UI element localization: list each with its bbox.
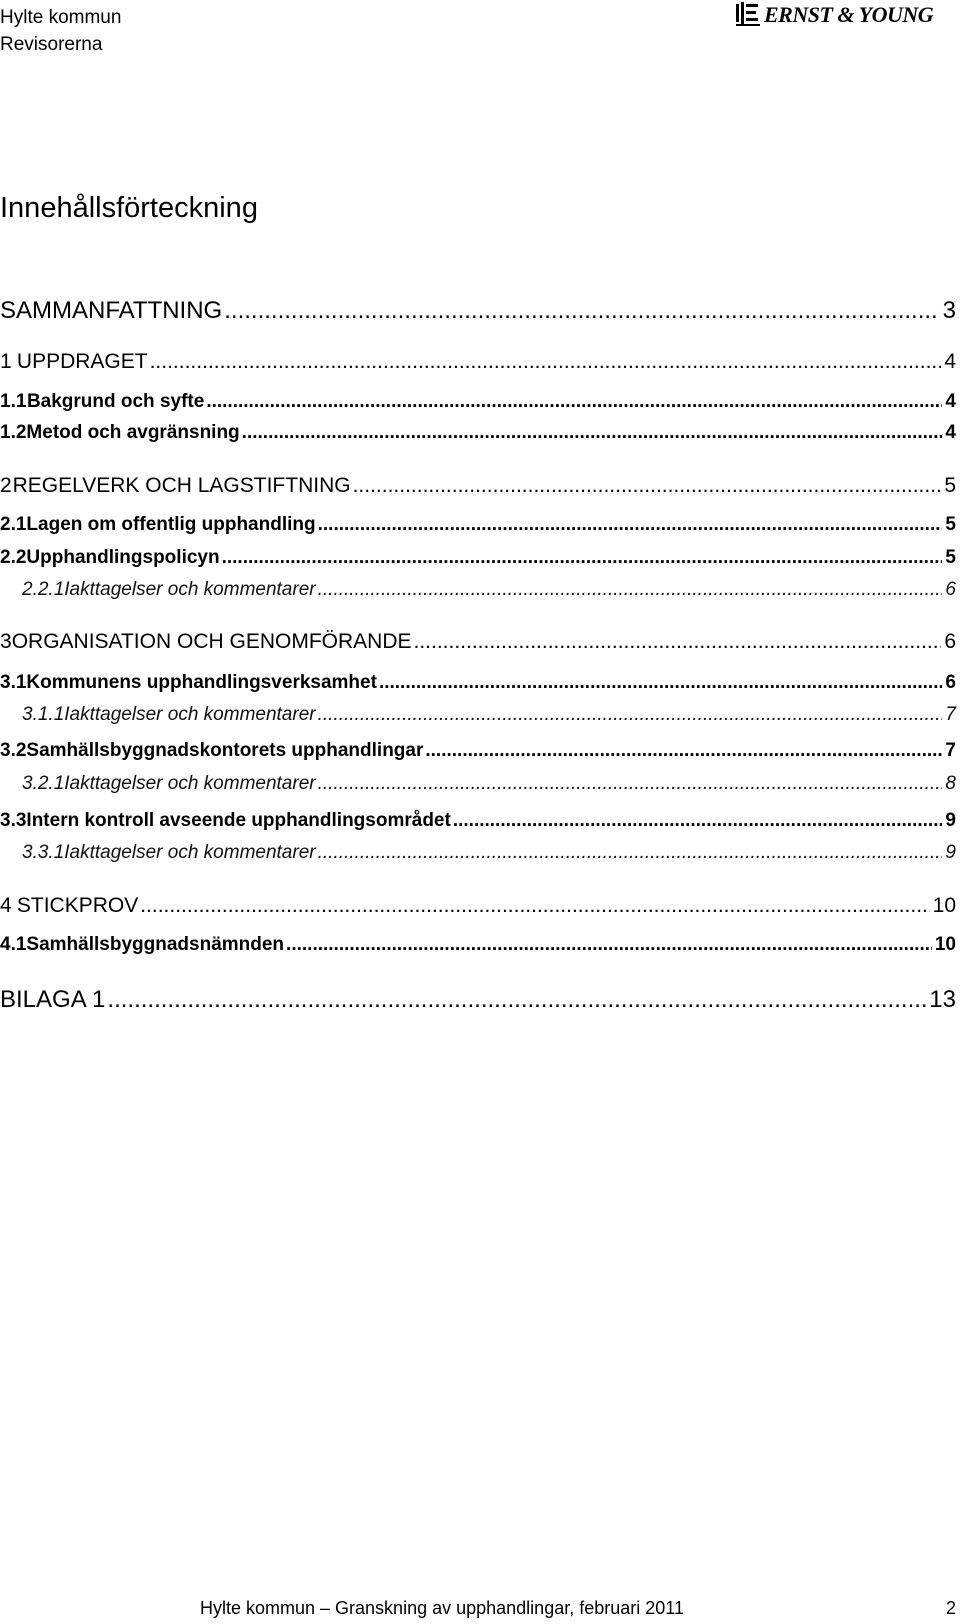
toc-dot-leader bbox=[206, 389, 942, 415]
toc-entry-page: 6 bbox=[945, 672, 956, 693]
footer-page-number: 2 bbox=[945, 1598, 956, 1618]
toc-entry-title: Samhällsbyggnadsnämnden bbox=[26, 934, 285, 955]
toc-entry-title: Iakttagelser och kommentarer bbox=[64, 704, 316, 725]
toc-dot-leader bbox=[453, 808, 943, 834]
ernst-young-logo bbox=[736, 0, 950, 30]
toc-entry[interactable] bbox=[0, 512, 956, 538]
toc-dot-leader bbox=[318, 840, 943, 866]
toc-entry[interactable] bbox=[22, 702, 956, 728]
toc-entry-page: 10 bbox=[934, 934, 956, 955]
toc-entry-page: 7 bbox=[945, 740, 956, 761]
toc-entry-page: 5 bbox=[945, 514, 956, 535]
toc-entry-title: Iakttagelser och kommentarer bbox=[64, 579, 316, 600]
toc-entry[interactable] bbox=[0, 348, 956, 376]
toc-entry-page: 5 bbox=[945, 547, 956, 568]
toc-entry-title: Intern kontroll avseende upphandlingsområdet bbox=[26, 810, 451, 831]
logo-wordmark: ERNST & YOUNG bbox=[764, 2, 934, 27]
toc-dot-leader bbox=[150, 348, 942, 376]
toc-entry-title: STICKPROV bbox=[16, 894, 139, 917]
toc-entry[interactable] bbox=[0, 808, 956, 834]
header-department: Revisorerna bbox=[0, 34, 103, 55]
toc-entry-page: 8 bbox=[945, 773, 956, 794]
toc-entry-title: Samhällsbyggnadskontorets upphandlingar bbox=[26, 740, 424, 761]
footer-text: Hylte kommun – Granskning av upphandlingar, februari 2011 bbox=[200, 1598, 684, 1618]
toc-entry-number: 3.2.1 bbox=[22, 773, 65, 794]
toc-entry[interactable] bbox=[0, 670, 956, 696]
toc-entry-page: 5 bbox=[944, 474, 956, 497]
toc-entry-page: 6 bbox=[945, 579, 956, 600]
toc-entry-page: 9 bbox=[945, 842, 956, 863]
toc-entry-title: ORGANISATION OCH GENOMFÖRANDE bbox=[11, 630, 412, 653]
toc-entry-title: SAMMANFATTNING bbox=[0, 297, 223, 324]
toc-dot-leader bbox=[318, 771, 943, 797]
toc-dot-leader bbox=[425, 738, 942, 764]
toc-entry-number: 3.3.1 bbox=[22, 842, 65, 863]
toc-entry[interactable] bbox=[22, 771, 956, 797]
page-footer bbox=[200, 1596, 956, 1620]
toc-dot-leader bbox=[318, 577, 943, 603]
toc-entry-title: Metod och avgränsning bbox=[26, 422, 240, 443]
toc-entry-title: Upphandlingspolicyn bbox=[26, 547, 220, 568]
toc-dot-leader bbox=[414, 628, 942, 656]
toc-entry-number: 3 bbox=[0, 630, 12, 653]
toc-dot-leader bbox=[224, 296, 939, 326]
toc-entry[interactable] bbox=[0, 296, 956, 326]
toc-entry-number: 2.2.1 bbox=[22, 579, 65, 600]
toc-entry[interactable] bbox=[0, 420, 956, 446]
toc-entry-page: 7 bbox=[945, 704, 956, 725]
toc-entry-title: Bakgrund och syfte bbox=[26, 391, 205, 412]
toc-entry-title: Lagen om offentlig upphandling bbox=[26, 514, 316, 535]
toc-entry-number: 3.1 bbox=[0, 672, 27, 693]
toc-dot-leader bbox=[242, 420, 943, 446]
toc-entry[interactable] bbox=[0, 628, 956, 656]
toc-entry[interactable] bbox=[0, 545, 956, 571]
toc-entry-number: 2.1 bbox=[0, 514, 27, 535]
toc-entry-title: UPPDRAGET bbox=[16, 350, 148, 373]
toc-entry-page: 4 bbox=[945, 422, 956, 443]
toc-entry[interactable] bbox=[0, 738, 956, 764]
toc-entry[interactable] bbox=[0, 985, 956, 1015]
toc-entry-number: 4.1 bbox=[0, 934, 27, 955]
toc-dot-leader bbox=[286, 932, 932, 958]
toc-entry-title: Kommunens upphandlingsverksamhet bbox=[26, 672, 377, 693]
toc-entry-number: 2 bbox=[0, 474, 12, 497]
toc-entry-number: 3.3 bbox=[0, 810, 27, 831]
toc-entry-page: 4 bbox=[944, 350, 956, 373]
header-organization: Hylte kommun bbox=[0, 7, 122, 28]
toc-entry[interactable] bbox=[22, 840, 956, 866]
toc-dot-leader bbox=[353, 472, 942, 500]
toc-entry-number: 1.1 bbox=[0, 391, 27, 412]
toc-dot-leader bbox=[107, 985, 926, 1015]
page-title: Innehållsförteckning bbox=[0, 192, 258, 224]
toc-entry-number: 4 bbox=[0, 894, 12, 917]
toc-dot-leader bbox=[379, 670, 942, 696]
toc-entry-number: 1.2 bbox=[0, 422, 27, 443]
toc-entry[interactable] bbox=[0, 892, 956, 920]
toc-entry[interactable] bbox=[0, 472, 956, 500]
toc-entry-page: 10 bbox=[932, 894, 956, 917]
toc-entry-number: 1 bbox=[0, 350, 12, 373]
toc-dot-leader bbox=[140, 892, 929, 920]
toc-entry-title: Iakttagelser och kommentarer bbox=[64, 773, 316, 794]
toc-entry-title: REGELVERK OCH LAGSTIFTNING bbox=[12, 474, 351, 497]
toc-entry-page: 6 bbox=[944, 630, 956, 653]
toc-entry-page: 9 bbox=[945, 810, 956, 831]
toc-entry[interactable] bbox=[22, 577, 956, 603]
toc-entry-number: 3.2 bbox=[0, 740, 27, 761]
toc-dot-leader bbox=[318, 702, 943, 728]
toc-entry-title: Iakttagelser och kommentarer bbox=[64, 842, 316, 863]
toc-entry-number: 2.2 bbox=[0, 547, 27, 568]
document-header bbox=[0, 4, 121, 58]
toc-entry-page: 13 bbox=[929, 986, 956, 1013]
toc-entry-title: BILAGA 1 bbox=[0, 986, 106, 1013]
toc-dot-leader bbox=[318, 512, 943, 538]
toc-entry-page: 3 bbox=[942, 297, 956, 324]
toc-entry-page: 4 bbox=[945, 391, 956, 412]
toc-entry-number: 3.1.1 bbox=[22, 704, 65, 725]
toc-entry[interactable] bbox=[0, 389, 956, 415]
toc-dot-leader bbox=[222, 545, 943, 571]
toc-entry[interactable] bbox=[0, 932, 956, 958]
